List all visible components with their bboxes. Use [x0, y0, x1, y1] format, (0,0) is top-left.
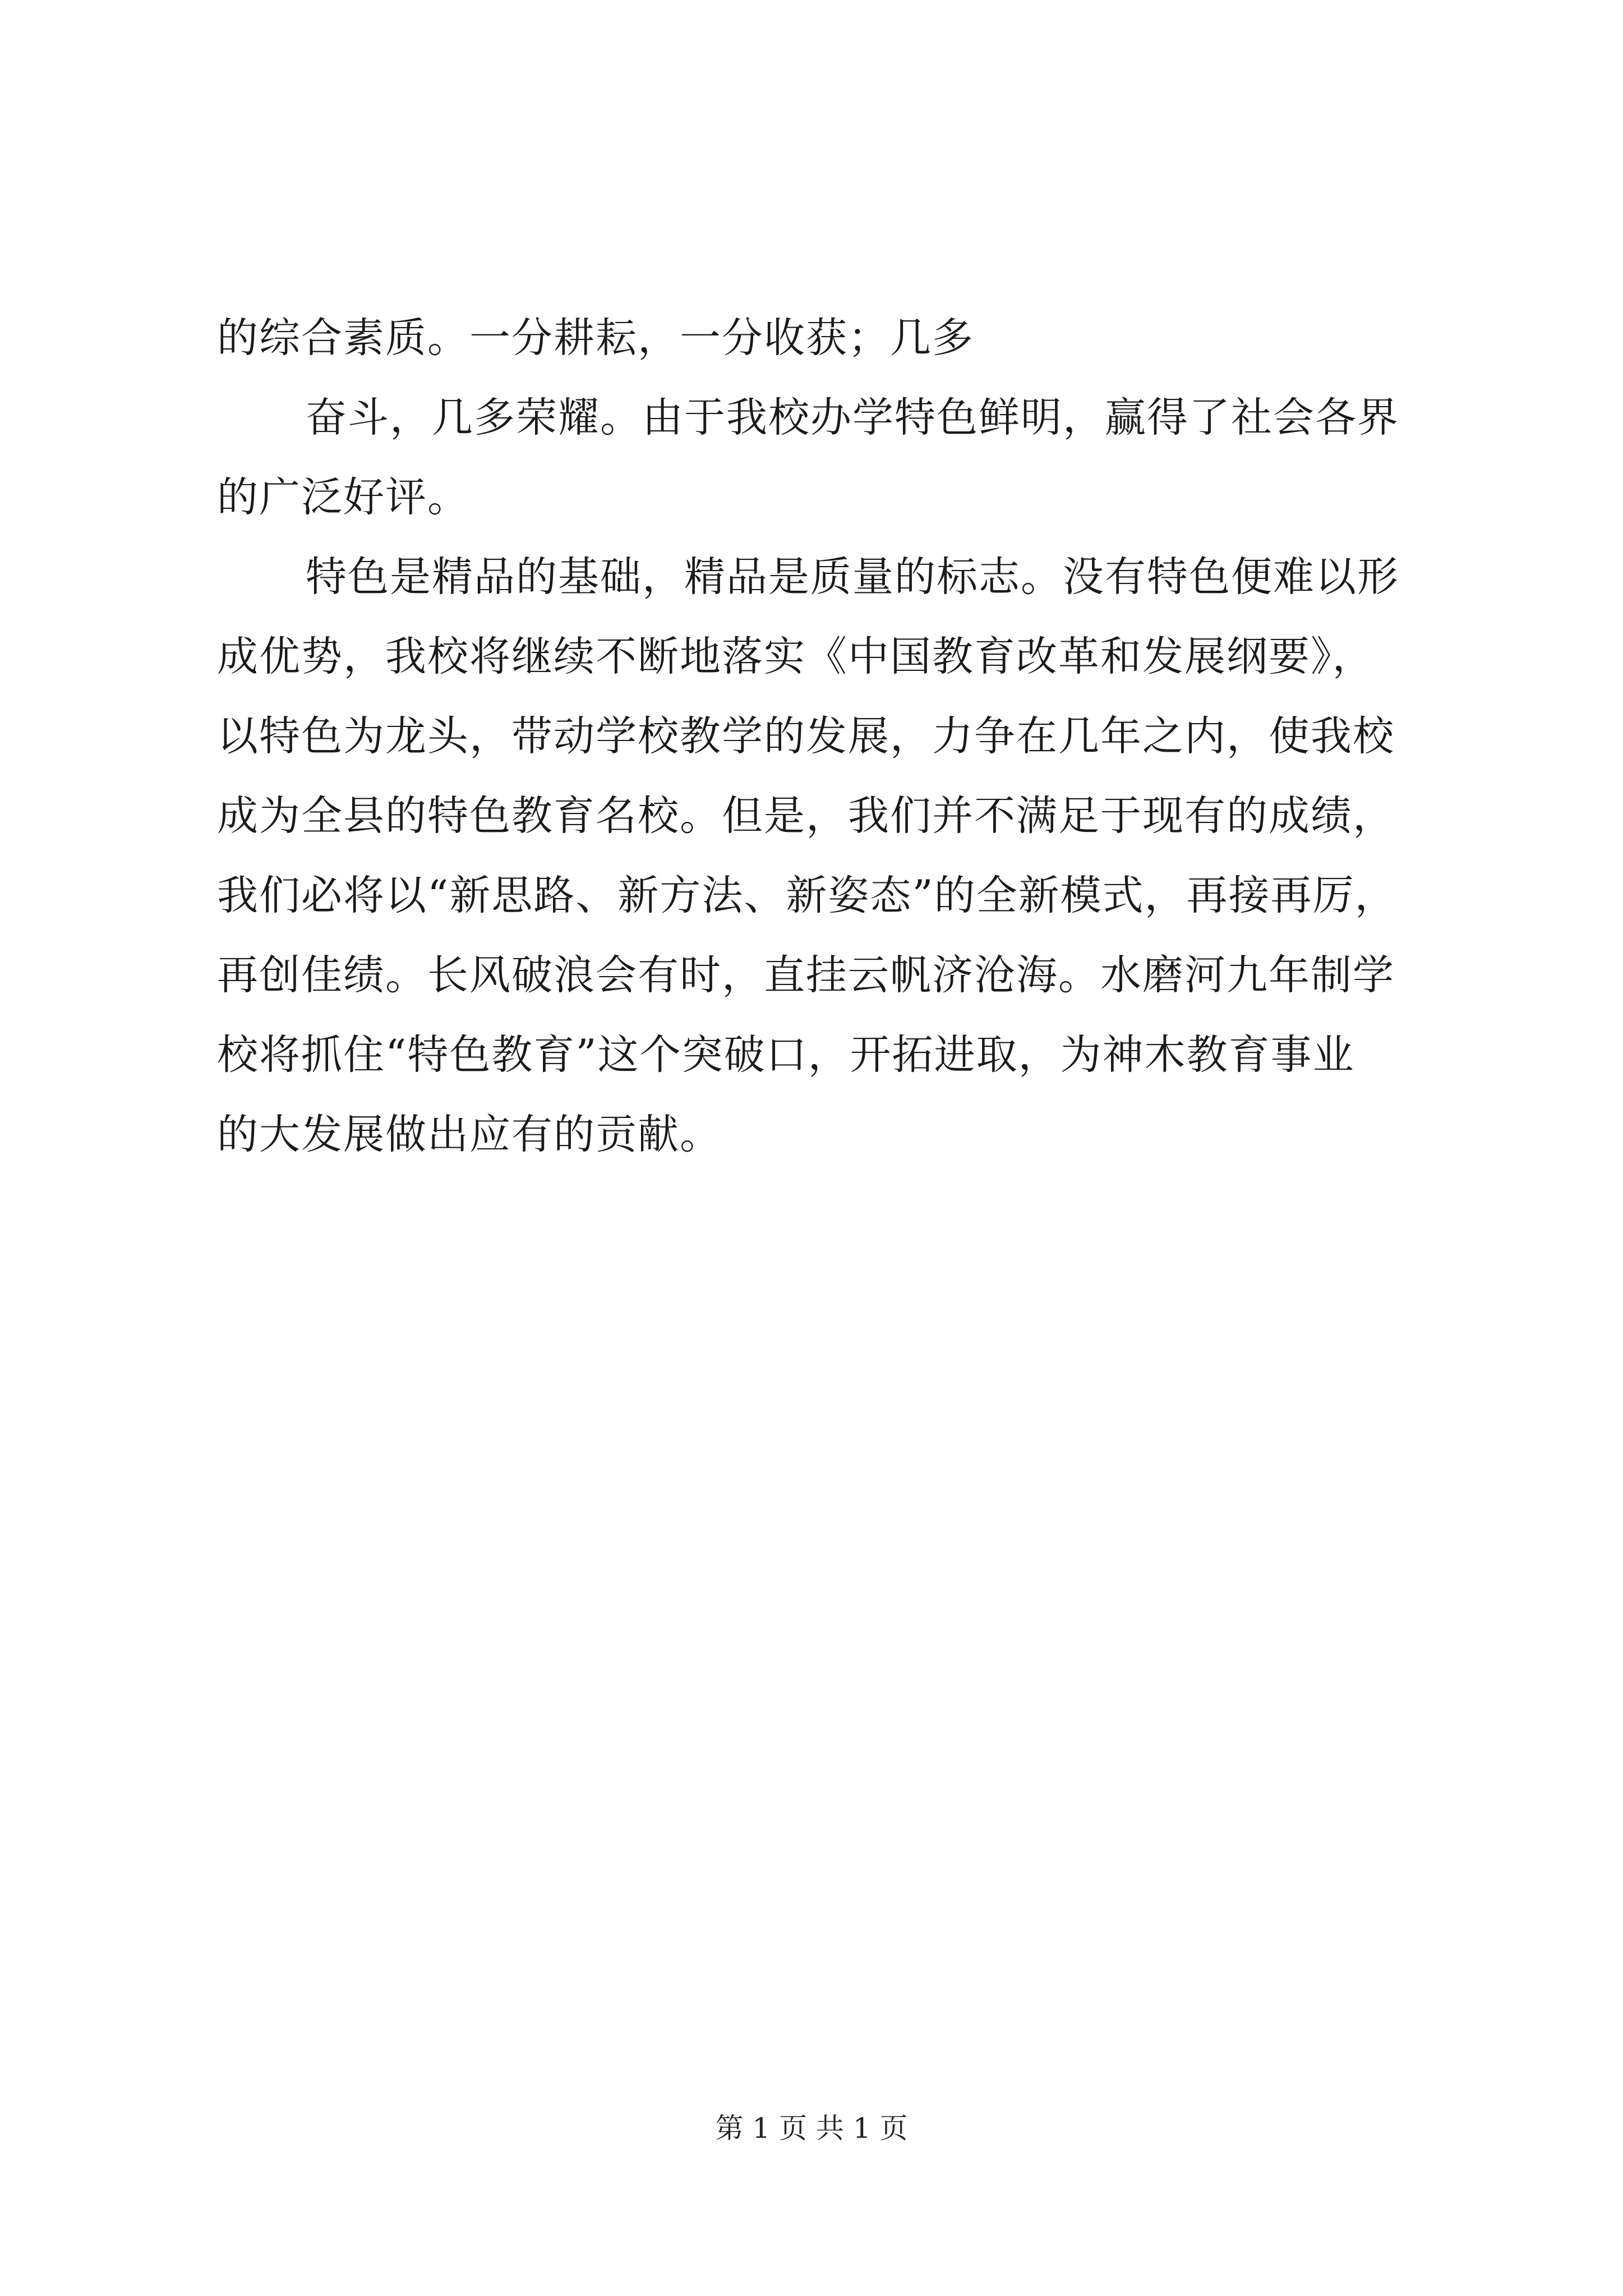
text-line-6: 以特色为龙头，带动学校教学的发展，力争在几年之内，使我校 — [217, 712, 1395, 760]
text-line-10: 校将抓住“特色教育”这个突破口，开拓进取，为神木教育事业 — [217, 1031, 1355, 1079]
text-line-8: 我们必将以“新思路、新方法、新姿态”的全新模式，再接再厉， — [217, 872, 1397, 919]
page-footer: 第 1 页 共 1 页 — [715, 2112, 908, 2145]
text-line-11: 的大发展做出应有的贡献。 — [217, 1111, 722, 1158]
text-line-5: 成优势，我校将继续不断地落实《中国教育改革和发展纲要》， — [217, 633, 1375, 680]
text-line-7: 成为全县的特色教育名校。但是，我们并不满足于现有的成绩， — [217, 792, 1395, 840]
text-line-1: 的综合素质。一分耕耘，一分收获；几多 — [217, 314, 974, 362]
text-line-4: 特色是精品的基础，精品是质量的标志。没有特色便难以形 — [306, 553, 1399, 601]
text-line-2: 奋斗，几多荣耀。由于我校办学特色鲜明，赢得了社会各界 — [306, 394, 1399, 441]
text-line-9: 再创佳绩。长风破浪会有时，直挂云帆济沧海。水磨河九年制学 — [217, 951, 1395, 999]
text-line-3: 的广泛好评。 — [217, 473, 469, 521]
